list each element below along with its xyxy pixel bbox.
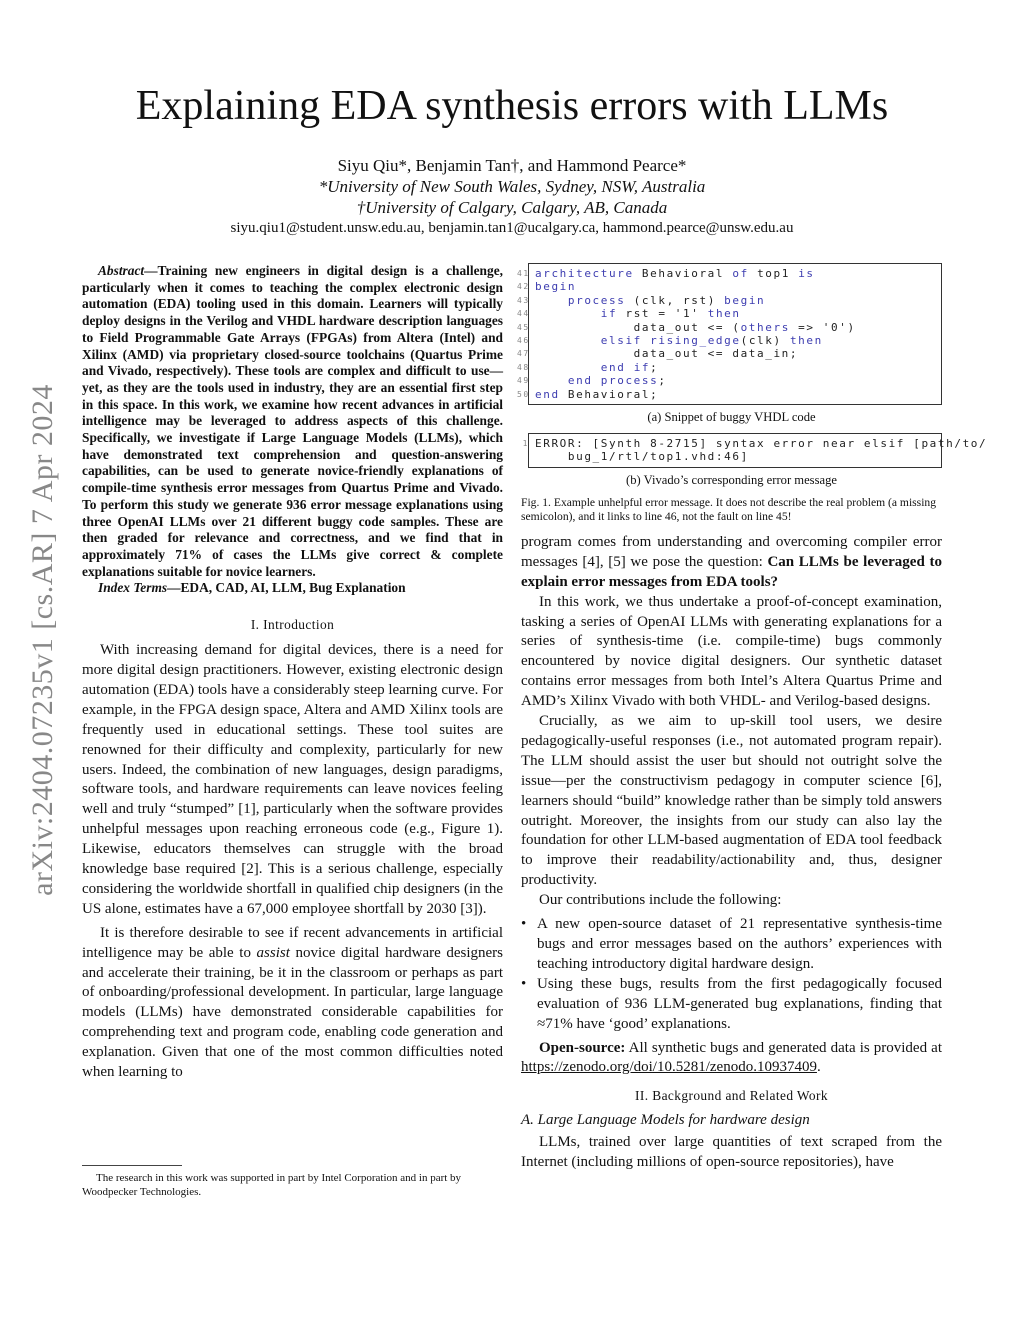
code-keyword: end (600, 360, 626, 374)
code-keyword: process (600, 374, 659, 388)
code-text: data_out <= (others => '0') (633, 320, 856, 334)
figure-caption: Fig. 1. Example unhelpful error message. It does not describe the real problem (a missing semicolon), and it links to line 46, not the fault on line 45! (521, 495, 937, 524)
affiliation-2: †University of Calgary, Calgary, AB, Canada (356, 198, 668, 217)
code-keyword: is (798, 267, 815, 280)
code-line (517, 387, 935, 401)
code-text: end process; (567, 374, 667, 388)
code-keyword: architecture (535, 267, 634, 280)
code-line (517, 360, 935, 374)
index-terms-text: —EDA, CAD, AI, LLM, Bug Explanation (167, 580, 406, 596)
right-column (517, 263, 988, 1173)
intro-p2-emphasis: assist (256, 944, 290, 961)
code-text: elsif rising_edge(clk) then (600, 334, 823, 348)
line-number: 45 (517, 322, 530, 332)
abstract (82, 263, 503, 580)
code-keyword: if (633, 360, 651, 374)
right-paragraph-2: In this work, we thus undertake a proof-of-concept examination, tasking a series of OpenAI LLMs with generating explanations for a series of synthesis-time (i.e. compile-time) bugs commonly encountered by novice digital designers. Our synthetic dataset contains error messages from both Intel’s Altera Quartus Prime and AMD’s Xilinx Vivado with both VHDL- and Verilog-based designs. (521, 593, 942, 710)
intro-paragraph-2 (82, 924, 503, 1083)
list-item (521, 975, 942, 1035)
affiliation-1: *University of New South Wales, Sydney, NSW, Australia (318, 177, 706, 196)
bullet-icon: • (521, 975, 527, 992)
line-number: 46 (517, 336, 530, 346)
contribution-1: A new open-source dataset of 21 representative synthesis-time bugs and error messages based on the authors’ experiences with teaching introductory digital hardware design. (537, 916, 942, 972)
right-paragraph-3: Crucially, as we aim to up-skill tool users, we desire pedagogically-useful responses (i.e., not automated program repair). The LLM should assist the user but should not outright solve the issue—per the constructivism pedagogy in computer science [6], learners should “build” knowledge rather than be simply told answers outright. Moreover, the insights from our study can also lay the foundation for other LLM-based augmentation of EDA tool feedback to improve their readability/actionability and, thus, designer productivity. (521, 713, 942, 889)
error-message-listing (522, 433, 988, 468)
code-text: end Behavioral; (535, 387, 659, 401)
bullet-icon: • (521, 916, 527, 933)
intro-p2-part-b: novice digital hardware designers and accelerate their training, be it in the classroom or perhaps as part of onboarding/professional development. In particular, large language models (LLMs) have demonstrated considerable capabilities for comprehending text and program code, enabling code generation and explanation. Given that one of the most common difficulties noted when learning to (82, 944, 503, 1081)
code-text: if rst = '1' then (600, 307, 741, 321)
figure-subcaption-a: (a) Snippet of buggy VHDL code (647, 410, 816, 425)
code-keyword: others (740, 320, 790, 334)
code-line (517, 320, 935, 334)
contributions-list (521, 915, 942, 1034)
code-text: architecture Behavioral of top1 is (535, 267, 815, 280)
code-line (517, 267, 935, 280)
code-keyword: then (789, 334, 823, 348)
arxiv-stamp-text: arXiv:2404.07235v1 [cs.AR] 7 Apr 2024 (26, 384, 59, 896)
code-keyword: of (732, 267, 749, 280)
author-block (0, 155, 1024, 239)
error-line-1: ERROR: [Synth 8-2715] syntax error near elsif [path/to/ (535, 437, 988, 451)
code-text (535, 280, 576, 293)
open-source-text: All synthetic bugs and generated data is provided at (625, 1039, 942, 1056)
line-number: 44 (517, 309, 530, 319)
code-line (517, 334, 935, 348)
right-paragraph-1 (521, 533, 942, 593)
abstract-text: —Training new engineers in digital design is a challenge, particularly when it comes to teaching the complex electronic design automation (EDA) tooling used in this domain. Learners will typically deploy designs in the Verilog and VHDL hardware description languages to Field Programmable Gate Arrays (FPGAs) from Altera (Intel) and Xilinx (AMD) via proprietary closed-source toolchains (Quartus Prime and Vivado, respectively). These tools are complex and difficult to use—yet, as they are the tools used in industry, they are an essential first step in this space. In this work, we examine how recent advances in artificial intelligence may be leveraged to address aspects of this challenge. Specifically, we investigate if Large Language Models (LLMs), which have demonstrated text comprehension and question-answering capabilities, can be used to generate novice-friendly explanations of compile-time synthesis error messages from Quartus Prime and Vivado. To perform this study we generate 936 error message explanations using three OpenAI LLMs over 21 different buggy code samples. These are then graded for relevance and correctness, and we find that in approximately 71% of cases the LLMs give correct & complete explanations suitable for novice learners. (82, 263, 503, 579)
author-emails: siyu.qiu1@student.unsw.edu.au, benjamin.tan1@ucalgary.ca, hammond.pearce@unsw.edu.au (230, 220, 794, 236)
research-question: Can LLMs be leveraged to explain error messages from EDA tools? (521, 553, 942, 590)
code-keyword: begin (724, 293, 766, 307)
open-source-paragraph (521, 1039, 942, 1079)
open-source-label: Open-source: (539, 1039, 626, 1056)
code-line (517, 307, 935, 321)
contribution-2: Using these bugs, results from the first pedagogically focused evaluation of 936 LLM-generated bug explanations, finding that ≈71% have ‘good’ explanations. (537, 975, 942, 1032)
code-line (517, 280, 935, 294)
line-number: 48 (517, 362, 530, 372)
code-keyword: end (535, 387, 560, 401)
paper-title: Explaining EDA synthesis errors with LLMs (135, 83, 889, 129)
line-number: 42 (517, 282, 530, 292)
author-names: Siyu Qiu*, Benjamin Tan†, and Hammond Pearce* (337, 156, 687, 175)
section-heading-intro: I. Introduction (250, 617, 335, 633)
figure-subcaption-b: (b) Vivado’s corresponding error message (626, 472, 837, 487)
p1-text: program comes from understanding and overcoming compiler error messages [4], [5] we pose the question: (521, 533, 942, 570)
line-number: 47 (517, 349, 530, 359)
footnote-rule (82, 1165, 182, 1166)
code-keyword: process (567, 293, 626, 307)
code-line (517, 347, 935, 361)
line-number: 1 (522, 439, 529, 449)
line-number: 49 (517, 376, 530, 386)
left-column (82, 263, 503, 1083)
open-source-end: . (816, 1059, 821, 1076)
error-line-2: bug_1/rtl/top1.vhd:46] (535, 450, 749, 464)
code-line (517, 374, 935, 388)
code-text: end if; (600, 360, 659, 374)
vhdl-code-listing (517, 263, 942, 405)
right-paragraph-4: Our contributions include the following: (539, 892, 782, 909)
code-keyword: then (707, 307, 741, 321)
code-text: process (clk, rst) begin (567, 293, 766, 307)
subsection-heading: A. Large Language Models for hardware design (521, 1112, 810, 1129)
index-terms-label: Index Terms (98, 580, 168, 596)
intro-paragraph-1: With increasing demand for digital devices, there is a need for more digital design practitioners. However, existing electronic design automation (EDA) tools have a considerably steep learning curve. For example, in the FPGA design space, Altera and AMD Xilinx tools are frequently used in educational settings. These tool suites are renowned for their difficulty and complexity, particularly for new users. Indeed, the combination of new languages, design paradigms, software tools, and hardware requirements can leave novices feeling well and truly “stumped” [1], particularly when the software provides unhelpful messages upon reaching erroneous code (e.g., Figure 1). Likewise, educators themselves can struggle with the broad knowledge base required [2]. This is a serious challenge, especially considering the worldwide shortfall in qualified chip designers (in the US alone, estimates have a 67,000 employee shortfall by 2030 [3]). (82, 642, 503, 917)
list-item (521, 915, 942, 975)
line-number: 50 (517, 389, 530, 399)
code-keyword: elsif (600, 334, 642, 348)
section-heading-background: II. Background and Related Work (635, 1088, 828, 1104)
line-number: 43 (517, 295, 530, 305)
abstract-label: Abstract (98, 263, 145, 278)
code-text: data_out <= data_in; (633, 347, 799, 361)
index-terms (82, 580, 503, 597)
code-line (517, 293, 935, 307)
zenodo-link[interactable]: https://zenodo.org/doi/10.5281/zenodo.10937409 (521, 1059, 817, 1076)
code-keyword: end (567, 374, 593, 388)
footnote: The research in this work was supported in part by Intel Corporation and in part by Woodpecker Technologies. (82, 1172, 462, 1198)
code-keyword: rising_edge (650, 334, 741, 348)
intro-p2-part-a: It is therefore desirable to see if recent advancements in artificial intelligence may be able to (82, 924, 503, 961)
right-paragraph-5: LLMs, trained over large quantities of text scraped from the Internet (including millions of open-source repositories), have (521, 1134, 942, 1171)
line-number: 41 (517, 269, 530, 278)
code-keyword: begin (535, 280, 577, 294)
arxiv-stamp (28, 320, 58, 960)
code-keyword: if (600, 307, 618, 321)
